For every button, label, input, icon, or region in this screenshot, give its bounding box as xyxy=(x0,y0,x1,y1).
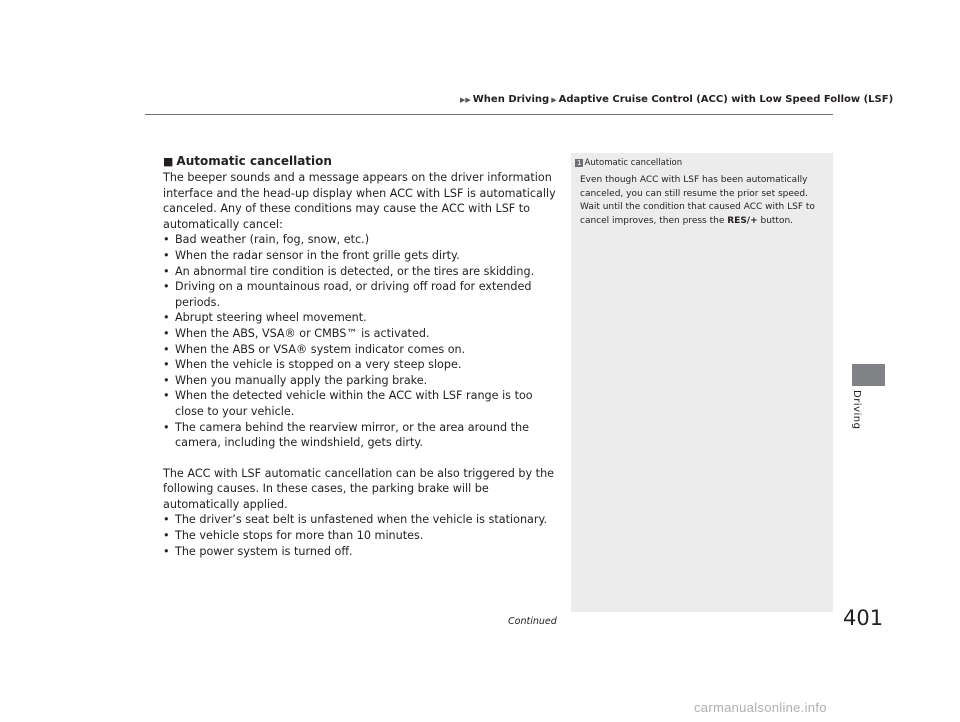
intro-paragraph: The beeper sounds and a message appears on the driver information interface and the head-up display when ACC with LSF is automatically canceled. Any of these conditions may cause the ACC with LSF to automatically cancel: xyxy=(163,171,556,231)
chapter-tab-label: Driving xyxy=(851,390,862,430)
parking-brake-conditions-list xyxy=(163,512,563,559)
sidebar-text-end: button. xyxy=(757,215,794,226)
list-item: • Driving on a mountainous road, or driving off road for extended periods. xyxy=(163,279,563,310)
secondary-paragraph: The ACC with LSF automatic cancellation can be also triggered by the following causes. In these cases, the parking brake will be automatically applied. xyxy=(163,466,555,511)
breadcrumb-when-driving: When Driving xyxy=(472,94,550,105)
sidebar-title-text: Automatic cancellation xyxy=(584,158,683,168)
section-title: Automatic cancellation xyxy=(176,154,332,168)
list-item: • When the detected vehicle within the ACC with LSF range is too close to your vehicle. xyxy=(163,388,563,419)
breadcrumb-acc-lsf: Adaptive Cruise Control (ACC) with Low Speed Follow (LSF) xyxy=(558,94,894,105)
list-item: • The camera behind the rearview mirror, or the area around the camera, including the windshield, gets dirty. xyxy=(163,420,563,451)
chapter-tab xyxy=(852,364,885,386)
section-heading xyxy=(163,153,563,170)
main-content xyxy=(163,153,563,559)
square-bullet-icon: ■ xyxy=(163,155,174,168)
list-item: • An abnormal tire condition is detected, or the tires are skidding. xyxy=(163,264,563,280)
reference-marker-icon: 1 xyxy=(577,159,582,167)
list-item: • Abrupt steering wheel movement. xyxy=(163,310,563,326)
sidebar-body xyxy=(580,174,824,228)
list-item: • The vehicle stops for more than 10 minutes. xyxy=(163,528,563,544)
sidebar-text: Even though ACC with LSF has been automatically canceled, you can still resume the prior set speed. Wait until the condition that caused ACC with LSF to cancel improves, then press the xyxy=(580,175,815,226)
list-item: • Bad weather (rain, fog, snow, etc.) xyxy=(163,232,563,248)
list-item: • When the radar sensor in the front grille gets dirty. xyxy=(163,248,563,264)
list-item: • The driver’s seat belt is unfastened when the vehicle is stationary. xyxy=(163,512,563,528)
header-divider xyxy=(145,114,833,115)
watermark: carmanualsonline.info xyxy=(694,700,827,715)
arrow-icon: ▶▶ xyxy=(460,96,471,104)
list-item: • When the ABS, VSA® or CMBS™ is activated. xyxy=(163,326,563,342)
list-item: • The power system is turned off. xyxy=(163,544,563,560)
page-number: 401 xyxy=(843,606,884,630)
list-item: • When the ABS or VSA® system indicator comes on. xyxy=(163,342,563,358)
continued-label: Continued xyxy=(508,616,557,627)
list-item: • When the vehicle is stopped on a very steep slope. xyxy=(163,357,563,373)
list-item: • When you manually apply the parking brake. xyxy=(163,373,563,389)
cancel-conditions-list xyxy=(163,232,563,450)
res-button-name: RES/+ xyxy=(727,215,758,226)
page-header-breadcrumb xyxy=(458,94,893,105)
sidebar-title xyxy=(575,158,682,168)
arrow-icon: ▶ xyxy=(551,96,557,104)
